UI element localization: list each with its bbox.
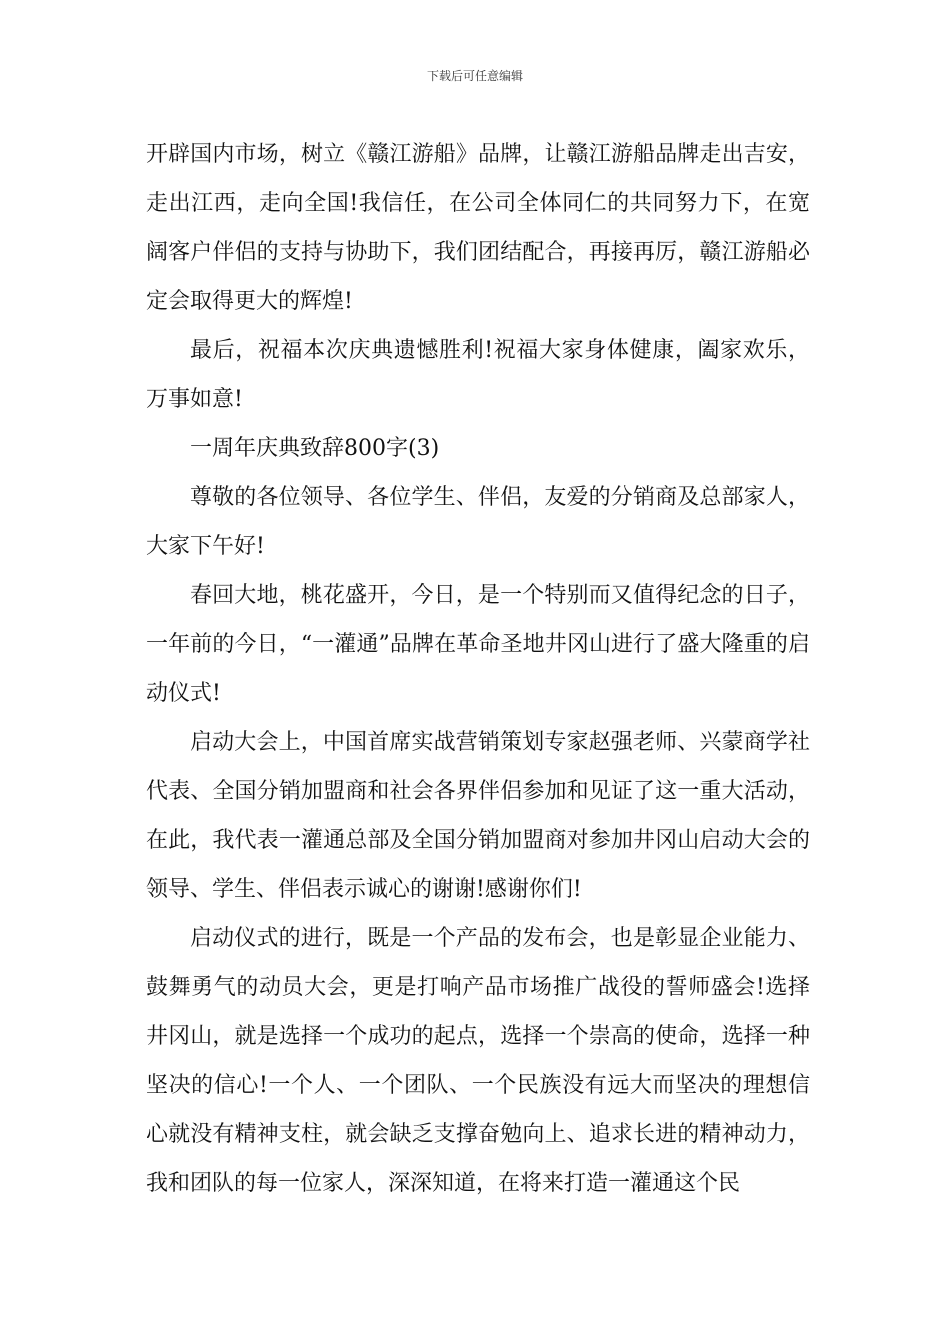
paragraph-intro: 春回大地，桃花盛开，今日，是一个特别而又值得纪念的日子，一年前的今日，“一灌通”品牌在革命圣地井冈山进行了盛大隆重的启动仪式! bbox=[146, 583, 810, 706]
paragraph-greeting: 尊敬的各位领导、各位学生、伴侣，友爱的分销商及总部家人，大家下午好! bbox=[146, 485, 810, 559]
section-heading: 一周年庆典致辞800字(3) bbox=[190, 436, 440, 461]
paragraph-launch-meeting: 启动大会上，中国首席实战营销策划专家赵强老师、兴蒙商学社代表、全国分销加盟商和社会各界伴侣参加和见证了这一重大活动，在此，我代表一灌通总部及全国分销加盟商对参加井冈山启动大会的领导、学生、伴侣表示诚心的谢谢!感谢你们! bbox=[146, 730, 810, 902]
document-body bbox=[146, 130, 810, 1208]
paragraph-closing-wishes: 最后，祝福本次庆典遗憾胜利!祝福大家身体健康，阖家欢乐，万事如意! bbox=[146, 338, 810, 412]
paragraph-ceremony-meaning: 启动仪式的进行，既是一个产品的发布会，也是彰显企业能力、鼓舞勇气的动员大会，更是打响产品市场推广战役的誓师盛会!选择井冈山，就是选择一个成功的起点，选择一个崇高的使命，选择一种坚决的信心!一个人、一个团队、一个民族没有远大而坚决的理想信心就没有精神支柱，就会缺乏支撑奋勉向上、追求长进的精神动力，我和团队的每一位家人，深深知道，在将来打造一灌通这个民 bbox=[146, 926, 810, 1196]
paragraph-continuation: 开辟国内市场，树立《赣江游船》品牌，让赣江游船品牌走出吉安，走出江西，走向全国!我信任，在公司全体同仁的共同努力下，在宽阔客户伴侣的支持与协助下，我们团结配合，再接再厉，赣江游船必定会取得更大的辉煌! bbox=[146, 142, 810, 314]
page-header: 下载后可任意编辑 bbox=[426, 69, 523, 83]
